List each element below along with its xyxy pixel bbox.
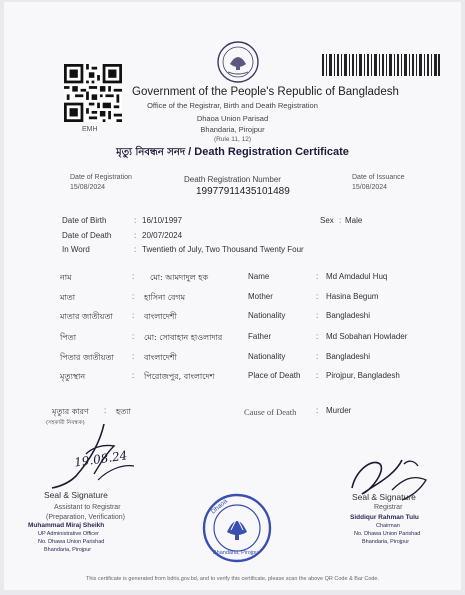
field-en-value: Md Amdadul Huq	[326, 272, 388, 281]
official-seal-stamp	[201, 492, 273, 564]
field-colon: :	[132, 292, 135, 301]
field-en-value: Bangladeshi	[326, 352, 371, 361]
cause-bn-label: মৃত্যুর কারণ	[52, 407, 89, 416]
code-note: (সহকারী নিবন্ধক)	[46, 420, 85, 426]
field-en-value: Pirojpur, Bangladesh	[326, 371, 400, 380]
sex-label: Sex	[320, 216, 334, 225]
field-bn-value: হাসিনা বেগম	[144, 293, 186, 302]
registration-number-label: Death Registration Number	[184, 175, 281, 184]
field-bn-label: মাতা	[60, 293, 76, 302]
date-issuance-value: 15/08/2024	[352, 184, 388, 191]
field-en-label: Mother	[248, 292, 273, 301]
left-office2: No. Dhawa Union Parishad	[38, 539, 105, 545]
field-colon: :	[132, 352, 135, 361]
field-en-label: Name	[248, 272, 270, 281]
inword-label: In Word	[62, 245, 90, 254]
field-en-label: Nationality	[248, 352, 286, 361]
field-colon: :	[132, 371, 135, 380]
dod-colon: :	[134, 231, 137, 240]
barcode	[322, 54, 440, 76]
office-line: Office of the Registrar, Birth and Death Registration	[147, 101, 318, 110]
certificate-title	[4, 145, 461, 162]
cause-colon: :	[104, 406, 107, 415]
field-en-label: Father	[248, 332, 272, 341]
field-colon: :	[316, 272, 319, 281]
field-colon: :	[316, 371, 319, 380]
title-english: Death Registration Certificate	[194, 146, 349, 158]
right-office1: No. Dhawa Union Parishad	[354, 531, 421, 537]
field-bn-label: মাতার জাতীয়তা	[60, 312, 113, 321]
footer-note: This certificate is generated from bdris.gov.bd, and to verify this certificate, please scan the above QR Code & Bar Code.	[85, 576, 380, 582]
right-seal-label: Seal & Signature	[352, 492, 416, 502]
field-en-label: Place of Death	[248, 371, 301, 380]
date-registration-value: 15/08/2024	[70, 184, 106, 191]
field-en-value: Hasina Begum	[326, 292, 379, 301]
qr-caption: EMH	[82, 126, 98, 133]
handwritten-date: 19.08.24	[73, 448, 129, 470]
field-colon: :	[316, 292, 319, 301]
field-colon: :	[132, 311, 135, 320]
dob-label: Date of Birth	[62, 216, 107, 225]
inword-colon: :	[134, 245, 137, 254]
field-colon: :	[132, 332, 135, 341]
field-colon: :	[316, 332, 319, 341]
cause-bn-value: হত্যা	[116, 407, 131, 416]
field-bn-label: পিতা	[60, 333, 77, 342]
cause-en-value: Murder	[326, 406, 352, 415]
field-en-label: Nationality	[248, 311, 286, 320]
right-office2: Bhandaria, Pirojpur	[362, 539, 410, 545]
field-bn-value: পিরোজপুর, বাংলাদেশ	[144, 372, 215, 381]
right-role: Registrar	[374, 504, 403, 511]
field-bn-label: নাম	[60, 273, 72, 282]
inword-value: Twentieth of July, Two Thousand Twenty Four	[142, 245, 304, 254]
field-bn-value: মো: আমদাদুল হক	[150, 273, 209, 282]
dod-label: Date of Death	[62, 231, 112, 240]
certificate-page	[4, 2, 461, 590]
rule-line: (Rule 11, 12)	[213, 136, 252, 143]
field-bn-value: মো: সোবাহান হাওলাদার	[144, 333, 223, 342]
stamp-ring-bottom: Bhandaria, Pirojpur	[213, 550, 261, 556]
left-office3: Bhandaria, Pirojpur	[44, 547, 92, 553]
title-separator: /	[185, 146, 195, 158]
left-name: Muhammad Miraj Sheikh	[28, 522, 105, 529]
field-bn-label: মৃত্যুস্থান	[60, 372, 86, 381]
left-prep: (Preparation, Verification)	[46, 514, 125, 521]
dob-colon: :	[134, 216, 137, 225]
field-bn-value: বাংলাদেশী	[144, 353, 177, 362]
left-role: Assistant to Registrar	[54, 504, 121, 511]
union-line: Dhaoa Union Parisad	[196, 114, 269, 123]
left-office1: UP Administrative Officer	[38, 531, 99, 537]
field-colon: :	[132, 272, 135, 281]
field-en-value: Md Sobahan Howlader	[326, 332, 408, 341]
field-colon: :	[316, 352, 319, 361]
dob-value: 16/10/1997	[142, 216, 183, 225]
registration-number-value: 19977911435101489	[196, 186, 290, 197]
stamp-ring-top: Dhaoa	[209, 497, 229, 516]
title-bengali: মৃত্যু নিবন্ধন সনদ	[116, 147, 186, 158]
right-title: Chairman	[376, 523, 400, 529]
right-name: Siddiqur Rahman Tulu	[350, 514, 419, 521]
dod-value: 20/07/2024	[142, 231, 183, 240]
field-bn-label: পিতার জাতীয়তা	[60, 353, 114, 362]
left-seal-label: Seal & Signature	[44, 490, 108, 500]
bangladesh-emblem-icon	[216, 40, 260, 84]
field-en-value: Bangladeshi	[326, 311, 371, 320]
field-colon: :	[316, 311, 319, 320]
cause-colon: :	[316, 406, 319, 415]
sex-value: Male	[345, 216, 363, 225]
date-issuance-label: Date of Issuance	[352, 174, 405, 181]
date-registration-label: Date of Registration	[70, 174, 132, 181]
sex-colon: :	[339, 216, 342, 225]
government-title: Government of the People's Republic of Bangladesh	[132, 86, 399, 98]
field-bn-value: বাংলাদেশী	[144, 312, 177, 321]
cause-en-label: Cause of Death	[244, 407, 297, 417]
district-line: Bhandaria, Pirojpur	[200, 125, 265, 134]
